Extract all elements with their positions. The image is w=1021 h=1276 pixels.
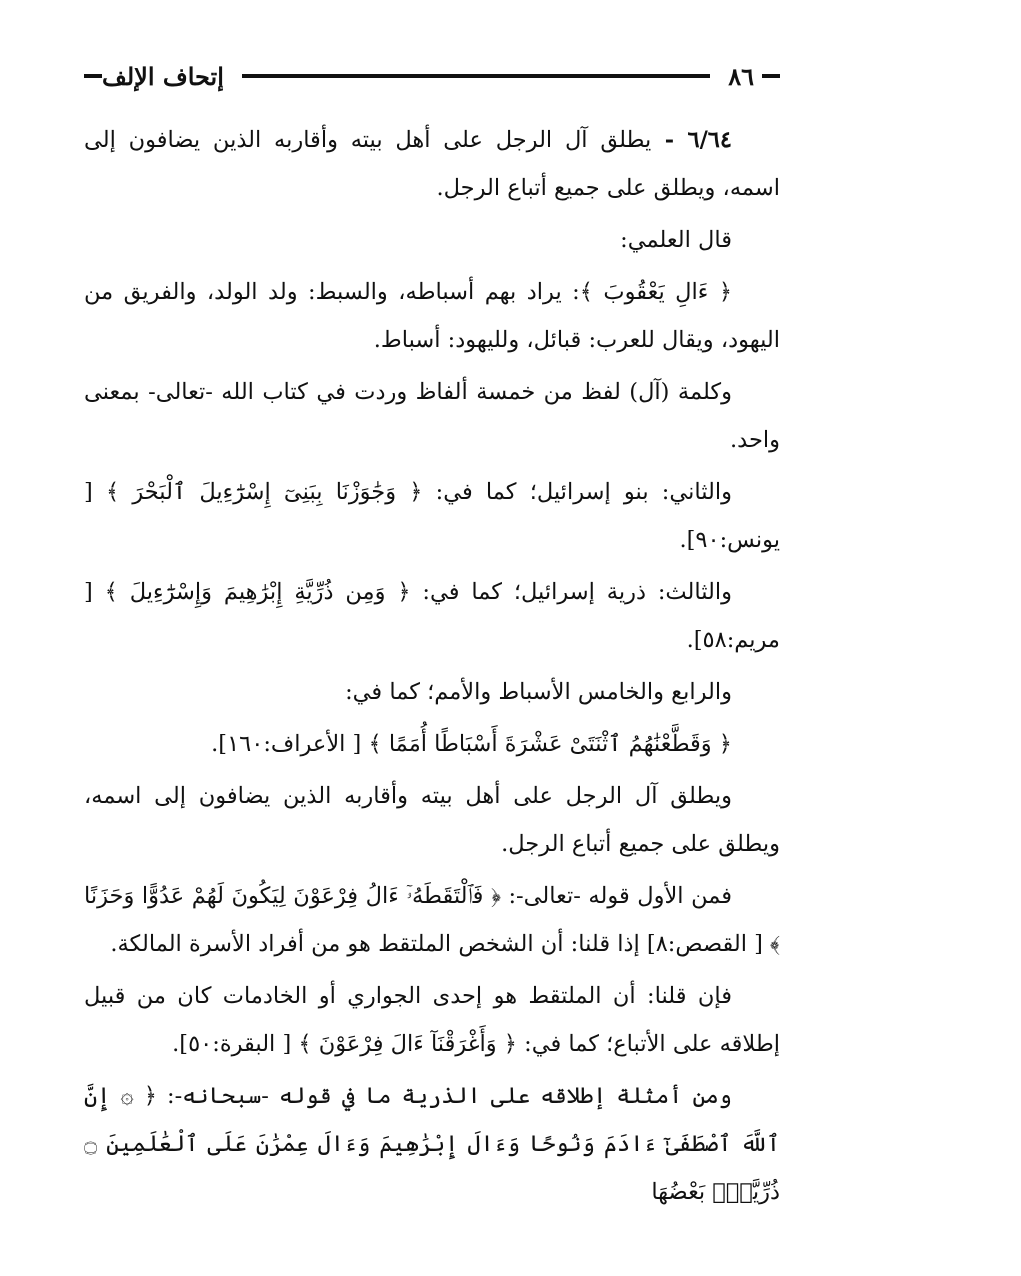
page-number: ٨٦ — [728, 61, 754, 91]
paragraph — [84, 872, 780, 968]
paragraph — [84, 1072, 780, 1216]
paragraph — [84, 772, 780, 868]
entry-number: ٦/٦٤ - — [651, 127, 732, 153]
paragraph — [84, 216, 780, 264]
paragraph — [84, 116, 780, 212]
paragraph-text: فإن قلنا: أن الملتقط هو إحدى الجواري أو الخادمات كان من قبيل إطلاقه على الأتباع؛ كما في: ﴿ وَأَغْرَقْنَآ ءَالَ فِرْعَوْنَ ﴾ [ البقرة:٥٠]. — [84, 983, 780, 1057]
paragraph-text: ﴿ ءَالِ يَعْقُوبَ ﴾: يراد بهم أسباطه، والسبط: ولد الولد، والفريق من اليهود، ويقال للعرب: قبائل، ولليهود: أسباط. — [84, 279, 780, 353]
paragraph-text: ويطلق آل الرجل على أهل بيته وأقاربه الذين يضافون إلى اسمه، ويطلق على جميع أتباع الرجل. — [84, 783, 780, 857]
page-body — [84, 116, 780, 1220]
book-title: إتحاف الإلف — [102, 61, 224, 91]
paragraph — [84, 972, 780, 1068]
paragraph-text: ﴿ وَقَطَّعْنَٰهُمُ ٱثْنَتَىْ عَشْرَةَ أَسْبَاطًا أُمَمًا ﴾ [ الأعراف:١٦٠]. — [211, 731, 732, 757]
paragraph — [84, 268, 780, 364]
quran-verse — [84, 720, 780, 768]
header-dash-right — [762, 74, 780, 78]
paragraph-text: فمن الأول قوله -تعالى-: ﴿ فَٱلْتَقَطَهُۥٓ ءَالُ فِرْعَوْنَ لِيَكُونَ لَهُمْ عَدُوًّا وَحَزَنًا ﴾ [ القصص:٨] إذا قلنا: أن الشخص الملتقط هو من أفراد الأسرة المالكة. — [84, 883, 780, 957]
paragraph-text: ومن أمثلة إطلاقه على الذرية ما في قوله -سبحانه-: ﴿ ۞ إِنَّ ٱللَّهَ ٱصْطَفَىٰٓ ءَادَمَ وَنُوحًا وَءَالَ إِبْرَٰهِيمَ وَءَالَ عِمْرَٰنَ عَلَى ٱلْعَٰلَمِينَ ۝ ذُرِّيَّةًۢ بَعْضُهَا — [84, 1083, 780, 1205]
paragraph-text: والثاني: بنو إسرائيل؛ كما في: ﴿ وَجَٰوَزْنَا بِبَنِىٓ إِسْرَٰٓءِيلَ ٱلْبَحْرَ ﴾ [ يونس:٩٠]. — [84, 479, 780, 553]
paragraph — [84, 368, 780, 464]
paragraph — [84, 568, 780, 664]
paragraph-text: يطلق آل الرجل على أهل بيته وأقاربه الذين يضافون إلى اسمه، ويطلق على جميع أتباع الرجل. — [84, 127, 780, 201]
paragraph-text: والرابع والخامس الأسباط والأمم؛ كما في: — [345, 679, 732, 705]
page-header — [84, 56, 780, 96]
paragraph-text: قال العلمي: — [620, 227, 732, 253]
paragraph-text: وكلمة (آل) لفظ من خمسة ألفاظ وردت في كتاب الله -تعالى- بمعنى واحد. — [84, 379, 780, 453]
header-rule — [242, 74, 710, 78]
paragraph — [84, 668, 780, 716]
header-dash-left — [84, 74, 102, 78]
paragraph-text: والثالث: ذرية إسرائيل؛ كما في: ﴿ وَمِن ذُرِّيَّةِ إِبْرَٰهِيمَ وَإِسْرَٰٓءِيلَ ﴾ [ مريم:٥٨]. — [84, 579, 780, 653]
paragraph — [84, 468, 780, 564]
